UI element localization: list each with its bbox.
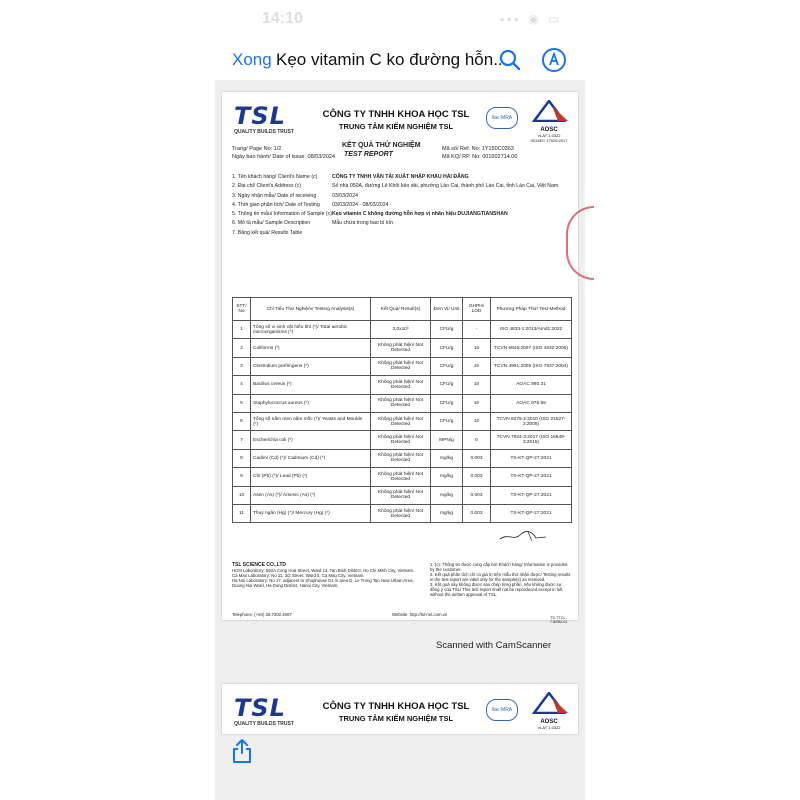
cell-no: 11	[233, 504, 251, 522]
search-icon[interactable]	[496, 46, 524, 74]
cell-method: AOAC 980.31	[491, 376, 572, 394]
header-result: Kết Quả/ Result(s)	[371, 298, 431, 321]
footer-note: 3. Kết quả này không được sao chép từng phần, nếu không được sự đồng ý của TSL/ This test report shall not be reproduced except in full, without the written approval of TSL.	[430, 582, 564, 597]
info-row	[232, 193, 568, 199]
report-title-en: TEST REPORT	[344, 151, 393, 158]
iso-label: ISO/IEC 17025:2017	[530, 138, 568, 143]
cell-result: Không phát hiện/ Not Detected	[371, 486, 431, 504]
cell-method: TCVN 4991:2005 (ISO 7937:2004)	[491, 357, 572, 375]
cell-lod: 10	[463, 376, 491, 394]
cell-unit: CFU/g	[431, 321, 463, 339]
info-row	[232, 211, 568, 217]
info-value: Kẹo vitamin C không đường hỗn hợp vị nhãn hiệu DUJIANGTIANSHAN	[332, 211, 508, 218]
cell-result: 3,0x10³	[371, 321, 431, 339]
info-value: 03/03/2024 - 08/03/2024	[332, 201, 389, 208]
tsl-tagline: QUALITY BUILDS TRUST	[234, 129, 294, 135]
status-bar	[0, 0, 800, 38]
cell-no: 6	[233, 412, 251, 430]
table-row	[233, 357, 572, 375]
aosc-code: VLAT 1.0322	[537, 133, 561, 138]
cell-lod: 0.003	[463, 486, 491, 504]
info-value: Mẫu chứa trong bao bì kín	[332, 220, 393, 227]
cell-analysis: Clostridium perfringens (*)	[251, 357, 371, 375]
cell-method: TS-KT-QP-27:2021	[491, 449, 572, 467]
report-header	[222, 92, 578, 143]
aosc-triangle-icon	[524, 100, 574, 122]
cell-method: TS-KT-QP-27:2021	[491, 504, 572, 522]
status-system-icons: ▪▪▪ ◉ ▭	[500, 12, 563, 26]
info-key: 5. Thông tin mẫu/ Information of Sample (c)	[232, 211, 332, 218]
info-value	[332, 230, 568, 236]
cell-unit: CFU/g	[431, 357, 463, 375]
table-row	[233, 486, 572, 504]
cell-lod: 10	[463, 357, 491, 375]
header-analysis: Chỉ Tiêu Thử Nghiệm/ Testing Analysis(s)	[251, 298, 371, 321]
cell-result: Không phát hiện/ Not Detected	[371, 376, 431, 394]
website: Website: http://tsl-net.com.vn	[392, 612, 448, 617]
cell-lod: 0.003	[463, 504, 491, 522]
table-row	[233, 321, 572, 339]
cell-no: 4	[233, 376, 251, 394]
tsl-logo: TSL	[234, 694, 286, 722]
report-page-1	[222, 92, 578, 624]
cell-no: 1	[233, 321, 251, 339]
cell-analysis: Chì (Pb) (*)/ Lead (Pb) (*)	[251, 468, 371, 486]
info-key: 1. Tên khách hàng/ Client's Name (c)	[232, 174, 318, 180]
cell-analysis: Bacillus cereus (*)	[251, 376, 371, 394]
camscanner-label: Scanned with CamScanner	[436, 640, 552, 651]
cell-result: Không phát hiện/ Not Detected	[371, 357, 431, 375]
cell-no: 9	[233, 468, 251, 486]
center-name: TRUNG TÂM KIỂM NGHIỆM TSL	[338, 122, 454, 131]
share-icon[interactable]	[230, 738, 254, 764]
cell-result: Không phát hiện/ Not Detected	[371, 394, 431, 412]
cell-analysis: Coliforms (*)	[251, 339, 371, 357]
cell-analysis: Asen (As) (*)/ Arsenic (As) (*)	[251, 486, 371, 504]
footer-note: 2. Kết quả phân tích chỉ có giá trị trên mẫu thử nhận được/ Testing results in the test report are valid only for the sample(s) as received.	[430, 572, 571, 582]
info-value: CÔNG TY TNHH VẬN TẢI XUẤT NHẬP KHẨU HẢI ĐĂNG	[332, 174, 469, 180]
tsl-logo: TSL	[234, 102, 286, 130]
report-page-2	[222, 684, 578, 734]
table-row	[233, 468, 572, 486]
cell-method: TCVN 8275-2:2010 (ISO 21527-2:2008)	[491, 412, 572, 430]
cell-method: ISO 4833-1:2013/Amd1:2022	[491, 321, 572, 339]
info-row	[232, 230, 568, 236]
telephone: Telephone: (+84) 28.7302.4687	[232, 612, 292, 617]
table-row	[233, 504, 572, 522]
cell-lod: -	[463, 321, 491, 339]
cell-analysis: Tổng số vi sinh vật hiếu khí (*)/ Total aerobic microorganisms (*)	[251, 321, 371, 339]
cell-unit: mg/kg	[431, 468, 463, 486]
header-lod: GHPH/ LOD	[463, 298, 491, 321]
aosc-code: VLAT 1.0322	[537, 725, 561, 730]
cell-no: 7	[233, 431, 251, 449]
table-row	[233, 449, 572, 467]
center-name: TRUNG TÂM KIỂM NGHIỆM TSL	[338, 714, 454, 723]
cell-lod: 0.003	[463, 449, 491, 467]
info-row	[232, 202, 568, 208]
info-value: 03/03/2024	[332, 192, 358, 199]
table-row	[233, 412, 572, 430]
info-row	[232, 183, 568, 189]
page-number: Trang/ Page No: 1/2	[232, 146, 282, 152]
aosc-label: AOSC	[540, 719, 558, 725]
status-time: 14:10	[262, 10, 303, 27]
report-header-2	[222, 684, 578, 732]
markup-icon[interactable]	[540, 46, 568, 74]
footer-company: TSL SCIENCE CO.,LTD	[232, 562, 286, 568]
results-table	[232, 297, 572, 523]
cell-result: Không phát hiện/ Not Detected	[371, 431, 431, 449]
cell-unit: CFU/g	[431, 412, 463, 430]
issue-date: Ngày ban hành/ Date of issue: 08/03/2024	[232, 154, 336, 160]
cell-no: 3	[233, 357, 251, 375]
info-key: 7. Bảng kết quả/ Results Table	[232, 229, 303, 236]
cell-method: AOAC 975.55	[491, 394, 572, 412]
footer-camau: Ca Mau Laboratory: No 11, 3/2 Street, Ward 5, Ca Mau City, Vietnam.	[232, 573, 365, 578]
info-value: Số nhà 050A, đường Lê Khôi kéo dài, phường Lào Cai, thành phố Lào Cai, tỉnh Lào Cai, Việt Nam	[332, 183, 559, 190]
cell-unit: MPN/g	[431, 431, 463, 449]
table-row	[233, 376, 572, 394]
aosc-logo	[524, 100, 574, 143]
cell-result: Không phát hiện/ Not Detected	[371, 412, 431, 430]
footer-hanoi: Ha Noi Laboratory: No 17, adjacent to Shophouse D1 in area D, Le Trong Tan New Urban Area, Duong Noi Ward, Ha Dong District, Hanoi City, Vietnam.	[232, 578, 414, 588]
footer-note: 1. (c): Thông tin được cung cấp bởi Khách hàng/ Information is provided by the customer.	[430, 562, 568, 572]
info-key: 2. Địa chỉ/ Client's Address (c)	[232, 183, 302, 190]
table-row	[233, 394, 572, 412]
table-row	[233, 431, 572, 449]
table-header-row	[233, 298, 572, 321]
report-title-vn: KẾT QUẢ THỬ NGHIỆM	[342, 142, 421, 149]
header-no: STT/ No	[233, 298, 251, 321]
cell-result: Không phát hiện/ Not Detected	[371, 449, 431, 467]
aosc-triangle-icon	[524, 692, 574, 714]
cell-method: TS-KT-QP-27:2021	[491, 468, 572, 486]
company-name: CÔNG TY TNHH KHOA HỌC TSL	[322, 109, 470, 120]
cell-lod: 0	[463, 431, 491, 449]
info-row	[232, 220, 568, 226]
cell-no: 8	[233, 449, 251, 467]
footer-hcm: HCM Laboratory: 592A Cong Hoa Street, Ward 13, Tan Binh District, Ho Chi Minh City, Vietnam.	[232, 568, 415, 573]
cell-method: TS-KT-QP-27:2021	[491, 486, 572, 504]
cell-analysis: Staphylococcus aureus (*)	[251, 394, 371, 412]
info-row	[232, 174, 568, 180]
info-key: 6. Mô tả mẫu/ Sample Description	[232, 220, 311, 227]
cell-analysis: Thuỷ ngân (Hg) (*)/ Mercury (Hg) (*)	[251, 504, 371, 522]
document-title: Kẹo vitamin C ko đường hỗn...	[276, 50, 508, 69]
client-info	[222, 174, 578, 236]
cell-unit: mg/kg	[431, 449, 463, 467]
info-key: 4. Thời gian phân tích/ Date of Testing	[232, 201, 320, 208]
aosc-label: AOSC	[540, 127, 558, 133]
cell-unit: CFU/g	[431, 394, 463, 412]
ilac-mra-logo: ilac-MRA	[486, 699, 518, 721]
cell-lod: 10	[463, 339, 491, 357]
header-unit: Đơn Vị/ Unit	[431, 298, 463, 321]
cell-unit: CFU/g	[431, 339, 463, 357]
header-method: Phương Pháp Thử/ Test Method	[491, 298, 572, 321]
cell-result: Không phát hiện/ Not Detected	[371, 468, 431, 486]
cell-lod: 10	[463, 394, 491, 412]
info-key: 3. Ngày nhận mẫu/ Date of receiving	[232, 192, 317, 199]
aosc-logo	[524, 692, 574, 730]
cell-no: 5	[233, 394, 251, 412]
ilac-mra-logo: ilac-MRA	[486, 107, 518, 129]
cell-method: TCVN 7924-3:2017 (ISO 16649-3:2015)	[491, 431, 572, 449]
cell-unit: mg/kg	[431, 486, 463, 504]
cell-analysis: Cadimi (Cd) (*)/ Cadmium (Cd) (*)	[251, 449, 371, 467]
navigation-bar	[0, 38, 800, 82]
form-code: TS-TTCL-7.8/BM-01	[550, 616, 568, 624]
company-name: CÔNG TY TNHH KHOA HỌC TSL	[322, 701, 470, 712]
footer-contact	[232, 612, 572, 617]
rp-number: Mã KQ/ RP. No: 001002714.00	[442, 154, 518, 160]
cell-unit: CFU/g	[431, 376, 463, 394]
cell-no: 2	[233, 339, 251, 357]
cell-method: TCVN 6848:2007 (ISO 4832:2006)	[491, 339, 572, 357]
cell-lod: 0.003	[463, 468, 491, 486]
cell-analysis: Tổng số nấm men nấm mốc (*)/ Yeasts and Moulds (*)	[251, 412, 371, 430]
table-row	[233, 339, 572, 357]
footer-notes	[430, 562, 572, 597]
done-button[interactable]: Xong	[232, 50, 272, 69]
cell-result: Không phát hiện/ Not Detected	[371, 339, 431, 357]
footer-addresses	[232, 562, 422, 588]
cell-result: Không phát hiện/ Not Detected	[371, 504, 431, 522]
cell-unit: mg/kg	[431, 504, 463, 522]
tsl-tagline: QUALITY BUILDS TRUST	[234, 721, 294, 727]
cell-lod: 10	[463, 412, 491, 430]
ref-number: Mã số/ Ref. No: 1Y150C0363	[442, 146, 514, 152]
cell-no: 10	[233, 486, 251, 504]
signature	[498, 529, 548, 543]
cell-analysis: Escherichia coli (*)	[251, 431, 371, 449]
report-meta	[222, 140, 578, 166]
